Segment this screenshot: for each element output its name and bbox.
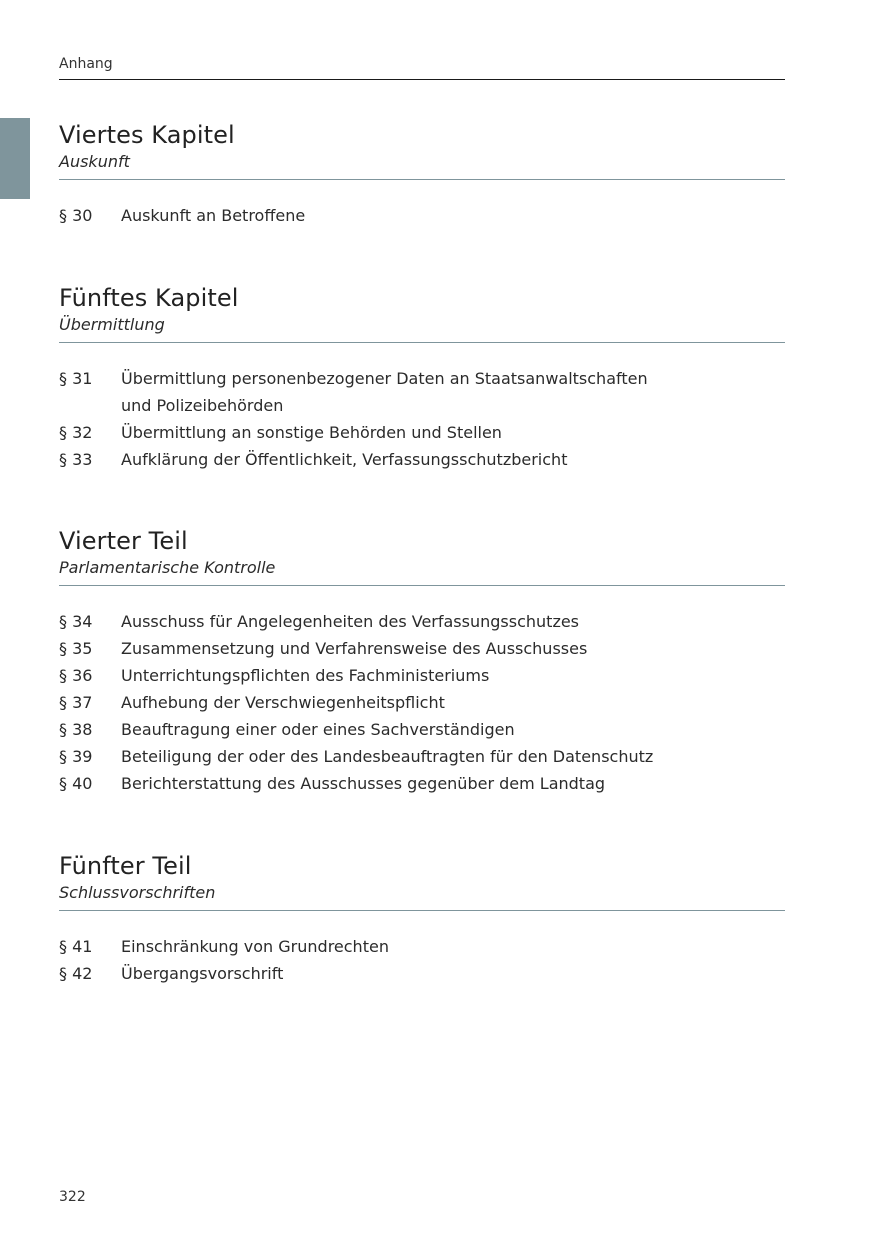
toc-entries [59, 608, 785, 797]
paragraph-number: § 34 [59, 612, 93, 631]
section-title: Vierter Teil [59, 527, 188, 555]
chapter-side-tab [0, 118, 30, 199]
section-subtitle: Übermittlung [59, 315, 165, 334]
paragraph-title: Aufhebung der Verschwiegenheitspflicht [121, 693, 445, 712]
paragraph-number: § 40 [59, 774, 93, 793]
paragraph-title: Übermittlung an sonstige Behörden und Stellen [121, 423, 502, 442]
toc-entry [59, 202, 785, 229]
toc-entries [59, 365, 785, 473]
section-title: Fünftes Kapitel [59, 284, 239, 312]
paragraph-title: Übermittlung personenbezogener Daten an Staatsanwaltschaften und Polizeibehörden [121, 369, 648, 415]
paragraph-title: Zusammensetzung und Verfahrensweise des Ausschusses [121, 639, 588, 658]
section-fuenftes-kapitel [59, 283, 785, 473]
paragraph-number: § 35 [59, 639, 93, 658]
paragraph-title: Aufklärung der Öffentlichkeit, Verfassungsschutzbericht [121, 450, 568, 469]
toc-entry [59, 716, 785, 743]
header-rule [59, 79, 785, 80]
paragraph-number: § 37 [59, 693, 93, 712]
toc-entry [59, 608, 785, 635]
section-rule [59, 910, 785, 911]
paragraph-number: § 32 [59, 423, 93, 442]
toc-entry [59, 770, 785, 797]
paragraph-title: Übergangsvorschrift [121, 964, 284, 983]
paragraph-number: § 36 [59, 666, 93, 685]
paragraph-number: § 41 [59, 937, 93, 956]
section-title: Fünfter Teil [59, 852, 192, 880]
paragraph-title: Ausschuss für Angelegenheiten des Verfassungsschutzes [121, 612, 580, 631]
toc-entry [59, 446, 785, 473]
paragraph-number: § 38 [59, 720, 93, 739]
toc-entries [59, 202, 785, 229]
toc-entry [59, 419, 785, 446]
toc-entry [59, 662, 785, 689]
paragraph-title: Einschränkung von Grundrechten [121, 937, 389, 956]
paragraph-number: § 33 [59, 450, 93, 469]
section-rule [59, 585, 785, 586]
section-vierter-teil [59, 526, 785, 797]
section-viertes-kapitel [59, 120, 785, 229]
paragraph-title: Auskunft an Betroffene [121, 206, 306, 225]
paragraph-title: Beauftragung einer oder eines Sachverständigen [121, 720, 515, 739]
toc-entry [59, 960, 785, 987]
toc-entry [59, 689, 785, 716]
paragraph-title: Berichterstattung des Ausschusses gegenüber dem Landtag [121, 774, 606, 793]
paragraph-number: § 30 [59, 206, 93, 225]
page-number: 322 [59, 1189, 86, 1205]
section-subtitle: Parlamentarische Kontrolle [59, 558, 276, 577]
toc-entry [59, 933, 785, 960]
toc-entry [59, 743, 785, 770]
running-head: Anhang [59, 56, 113, 72]
paragraph-title: Beteiligung der oder des Landesbeauftragten für den Datenschutz [121, 747, 654, 766]
section-rule [59, 342, 785, 343]
section-subtitle: Schlussvorschriften [59, 883, 216, 902]
toc-entry [59, 365, 785, 419]
toc-entries [59, 933, 785, 987]
section-title: Viertes Kapitel [59, 121, 235, 149]
paragraph-number: § 42 [59, 964, 93, 983]
section-rule [59, 179, 785, 180]
section-subtitle: Auskunft [59, 152, 130, 171]
paragraph-number: § 31 [59, 369, 93, 388]
paragraph-number: § 39 [59, 747, 93, 766]
toc-entry [59, 635, 785, 662]
section-fuenfter-teil [59, 851, 785, 987]
paragraph-title: Unterrichtungspflichten des Fachministeriums [121, 666, 490, 685]
